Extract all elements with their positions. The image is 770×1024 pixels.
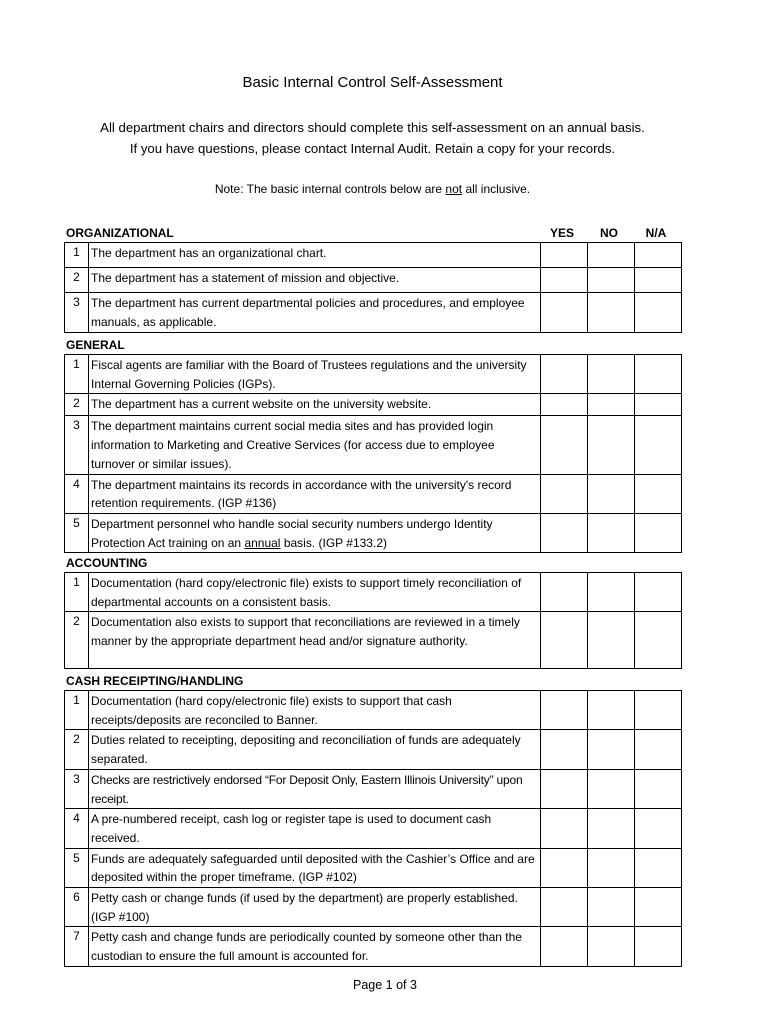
checkbox-yes[interactable] <box>541 474 588 513</box>
section-heading-general: GENERAL <box>66 338 125 352</box>
checkbox-na[interactable] <box>635 416 682 474</box>
item-number: 5 <box>65 848 89 887</box>
item-text: Documentation (hard copy/electronic file) exists to support that cash receipts/deposits are reconciled to Banner. <box>89 691 541 730</box>
checkbox-no[interactable] <box>588 513 635 552</box>
checkbox-na[interactable] <box>635 888 682 927</box>
checkbox-na[interactable] <box>635 730 682 769</box>
item-number: 4 <box>65 474 89 513</box>
checkbox-no[interactable] <box>588 691 635 730</box>
checkbox-no[interactable] <box>588 474 635 513</box>
table-row <box>65 268 682 293</box>
page-number: Page 1 of 3 <box>353 978 417 992</box>
checkbox-no[interactable] <box>588 416 635 474</box>
checkbox-na[interactable] <box>635 809 682 848</box>
checkbox-no[interactable] <box>588 268 635 293</box>
table-organizational <box>64 242 682 333</box>
item-text: Checks are restrictively endorsed “For Deposit Only, Eastern Illinois University” upon receipt. <box>89 769 541 808</box>
checkbox-no[interactable] <box>588 355 635 394</box>
item-number: 3 <box>65 769 89 808</box>
table-row <box>65 394 682 416</box>
item-number: 1 <box>65 355 89 394</box>
item-number: 1 <box>65 573 89 612</box>
checkbox-na[interactable] <box>635 293 682 333</box>
table-row <box>65 293 682 333</box>
table-row <box>65 691 682 730</box>
table-row <box>65 513 682 552</box>
table-row <box>65 927 682 966</box>
item-text: Petty cash or change funds (if used by the department) are properly established. (IGP #100) <box>89 888 541 927</box>
item-number: 4 <box>65 809 89 848</box>
checkbox-yes[interactable] <box>541 730 588 769</box>
checkbox-yes[interactable] <box>541 691 588 730</box>
checkbox-no[interactable] <box>588 293 635 333</box>
checkbox-no[interactable] <box>588 573 635 612</box>
note <box>0 182 745 196</box>
item-number: 2 <box>65 612 89 669</box>
column-yes: YES <box>549 226 574 240</box>
item-text-before: Department personnel who handle social security numbers undergo Identity Protection Act training on an <box>91 516 493 550</box>
section-heading-accounting: ACCOUNTING <box>66 556 148 570</box>
checkbox-na[interactable] <box>635 268 682 293</box>
table-general <box>64 354 682 553</box>
table-row <box>65 243 682 268</box>
note-emphasis: not <box>445 182 463 196</box>
checkbox-na[interactable] <box>635 848 682 887</box>
item-text-emphasis: annual <box>244 535 281 550</box>
checkbox-yes[interactable] <box>541 416 588 474</box>
checkbox-na[interactable] <box>635 769 682 808</box>
checkbox-na[interactable] <box>635 394 682 416</box>
table-row <box>65 730 682 769</box>
checkbox-na[interactable] <box>635 243 682 268</box>
table-row <box>65 416 682 474</box>
checkbox-na[interactable] <box>635 474 682 513</box>
item-text <box>89 513 541 552</box>
column-na: N/A <box>645 226 667 240</box>
checkbox-na[interactable] <box>635 691 682 730</box>
table-cash-receipting <box>64 690 682 967</box>
page-title: Basic Internal Control Self-Assessment <box>242 74 503 91</box>
section-heading-organizational: ORGANIZATIONAL <box>66 226 174 240</box>
item-text: The department maintains current social media sites and has provided login information to Marketing and Creative Services (for access due to employee turnover or similar issues). <box>89 416 541 474</box>
item-number: 2 <box>65 394 89 416</box>
checkbox-na[interactable] <box>635 612 682 669</box>
checkbox-no[interactable] <box>588 927 635 966</box>
table-row <box>65 573 682 612</box>
checkbox-na[interactable] <box>635 927 682 966</box>
item-number: 5 <box>65 513 89 552</box>
checkbox-yes[interactable] <box>541 513 588 552</box>
table-row <box>65 888 682 927</box>
item-text: Funds are adequately safeguarded until deposited with the Cashier’s Office and are deposited within the proper timeframe. (IGP #102) <box>89 848 541 887</box>
item-text: The department has current departmental policies and procedures, and employee manuals, as applicable. <box>89 293 541 333</box>
item-number: 7 <box>65 927 89 966</box>
table-row <box>65 474 682 513</box>
item-number: 3 <box>65 416 89 474</box>
checkbox-yes[interactable] <box>541 888 588 927</box>
section-heading-cash-receipting: CASH RECEIPTING/HANDLING <box>66 674 244 688</box>
table-row <box>65 769 682 808</box>
checkbox-yes[interactable] <box>541 848 588 887</box>
item-number: 3 <box>65 293 89 333</box>
checkbox-yes[interactable] <box>541 809 588 848</box>
item-text: Documentation also exists to support that reconciliations are reviewed in a timely manner by the appropriate department head and/or signature authority. <box>89 612 541 669</box>
intro-line-1: All department chairs and directors should complete this self-assessment on an annual basis. <box>100 120 645 135</box>
column-no: NO <box>600 226 618 240</box>
table-row <box>65 355 682 394</box>
intro-line-2: If you have questions, please contact Internal Audit. Retain a copy for your records. <box>129 141 616 156</box>
item-number: 2 <box>65 730 89 769</box>
item-text: The department maintains its records in accordance with the university's record retention requirements. (IGP #136) <box>89 474 541 513</box>
item-text: Petty cash and change funds are periodically counted by someone other than the custodian to ensure the full amount is accounted for. <box>89 927 541 966</box>
item-number: 1 <box>65 691 89 730</box>
item-number: 2 <box>65 268 89 293</box>
note-before: Note: The basic internal controls below are <box>214 182 446 196</box>
checkbox-yes[interactable] <box>541 573 588 612</box>
checkbox-yes[interactable] <box>541 268 588 293</box>
item-text: Fiscal agents are familiar with the Board of Trustees regulations and the university Internal Governing Policies (IGPs). <box>89 355 541 394</box>
note-after: all inclusive. <box>462 182 531 196</box>
item-number: 1 <box>65 243 89 268</box>
item-text: The department has an organizational chart. <box>89 243 541 268</box>
checkbox-no[interactable] <box>588 394 635 416</box>
checkbox-yes[interactable] <box>541 769 588 808</box>
table-row <box>65 848 682 887</box>
item-text-after: basis. (IGP #133.2) <box>280 535 387 550</box>
checkbox-na[interactable] <box>635 355 682 394</box>
checkbox-yes[interactable] <box>541 293 588 333</box>
checkbox-yes[interactable] <box>541 243 588 268</box>
checkbox-no[interactable] <box>588 730 635 769</box>
item-text: Documentation (hard copy/electronic file) exists to support timely reconciliation of departmental accounts on a consistent basis. <box>89 573 541 612</box>
item-text: The department has a current website on the university website. <box>89 394 541 416</box>
checkbox-no[interactable] <box>588 769 635 808</box>
checkbox-yes[interactable] <box>541 355 588 394</box>
checkbox-na[interactable] <box>635 573 682 612</box>
checkbox-na[interactable] <box>635 513 682 552</box>
table-row <box>65 612 682 669</box>
checkbox-yes[interactable] <box>541 394 588 416</box>
item-text: The department has a statement of mission and objective. <box>89 268 541 293</box>
checkbox-no[interactable] <box>588 809 635 848</box>
item-text: A pre-numbered receipt, cash log or register tape is used to document cash received. <box>89 809 541 848</box>
checkbox-no[interactable] <box>588 612 635 669</box>
checkbox-no[interactable] <box>588 848 635 887</box>
checkbox-no[interactable] <box>588 888 635 927</box>
checkbox-yes[interactable] <box>541 927 588 966</box>
table-row <box>65 809 682 848</box>
checkbox-yes[interactable] <box>541 612 588 669</box>
item-text: Duties related to receipting, depositing and reconciliation of funds are adequately separated. <box>89 730 541 769</box>
table-accounting <box>64 572 682 669</box>
checkbox-no[interactable] <box>588 243 635 268</box>
item-number: 6 <box>65 888 89 927</box>
